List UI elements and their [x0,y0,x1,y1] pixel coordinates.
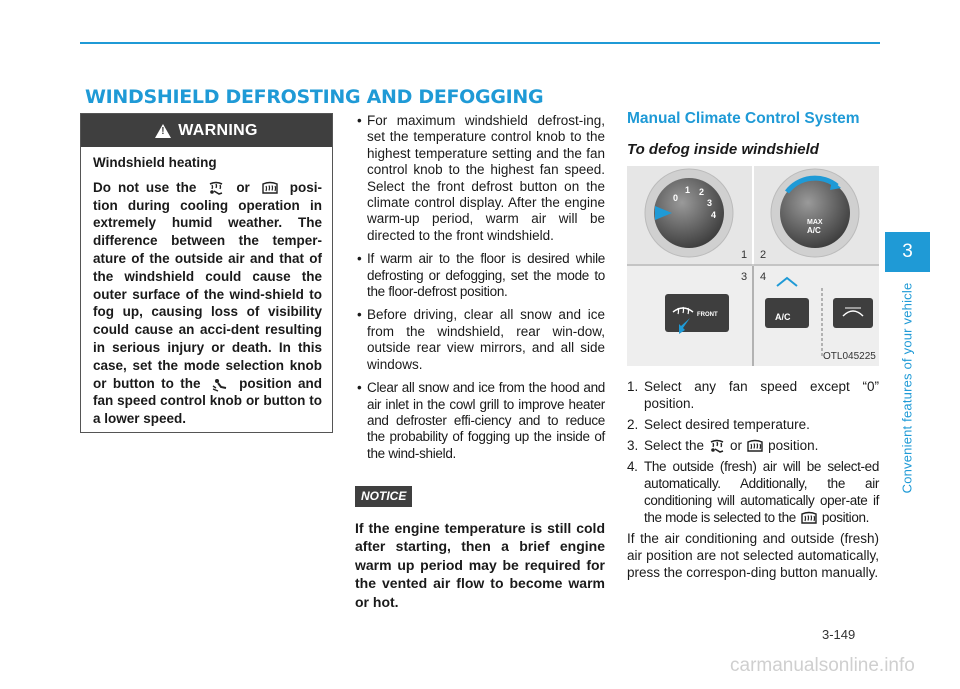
climate-control-figure [627,166,879,366]
step-or-word: or [730,438,743,453]
warning-body [81,147,332,428]
fan-mark-1: 1 [685,185,691,195]
top-rule [80,42,880,44]
watermark: carmanualsonline.info [730,655,915,676]
warning-header [81,114,332,147]
list-item: • For maximum windshield defrost-ing, set the temperature control knob to the highest temperature setting and the fan control knob to the highest fan speed. Select the front defrost button on the climate control display. After the engine warm-up period, warm air will be directed to the front windshield. [355,113,605,244]
floor-defrost-icon [206,181,226,196]
step-item [627,458,879,526]
step-text: Select desired temperature. [644,417,810,432]
section-title: WINDSHIELD DEFROSTING AND DEFOGGING [85,86,544,108]
warning-box [80,113,333,433]
fan-mark-3: 3 [707,198,713,208]
page-number: 3-149 [822,627,856,642]
step-text-pre: Select the [644,438,705,453]
procedure-title: To defog inside windshield [627,141,819,158]
fan-mark-0: 0 [673,193,679,203]
warning-or-word: or [236,179,250,195]
floor-mode-icon [210,377,230,392]
warning-text-part2: posi-tion during cooling operation in extremely humid weather. The difference between the temper-ature of the outside air and that of the windshield could cause the outer surface of the wind-shield to fog up, causing loss of visibility could cause an acci-dent resulting in serious injury or death. In this case, set the mode selection knob or button to the [93,179,322,391]
front-defrost-icon [745,439,765,454]
fan-mark-2: 2 [699,187,705,197]
warning-text-part3: position and fan speed control knob or button to a lower speed. [93,375,322,427]
warning-text [93,179,322,428]
list-item: • Before driving, clear all snow and ice from the windshield, rear win-dow, outside rear view mirrors, and all side windows. [355,307,605,373]
step-text-post: position. [821,510,870,525]
warning-triangle-icon [155,124,171,138]
callout-3: 3 [741,271,748,283]
step-number: 3. [627,438,639,453]
steps-list [627,378,879,526]
temp-knob-max-label: MAX [807,219,823,226]
step-item [627,437,879,454]
notice-text: If the engine temperature is still cold after starting, then a brief engine warm up period may be required for the vented air flow to become warm or hot. [355,519,605,610]
step-number: 1. [627,379,639,394]
callout-1: 1 [741,249,748,261]
chapter-title: Convenient features of your vehicle [899,282,915,494]
tail-text: If the air conditioning and outside (fresh) air position are not selected automatically, press the correspon-ding button manually. [627,531,879,580]
subsection-title: Manual Climate Control System [627,110,860,127]
front-defrost-icon [799,511,819,526]
front-defrost-icon [260,181,280,196]
bullet-list [355,113,605,462]
callout-4: 4 [760,271,767,283]
step-item [627,378,879,412]
list-item: • Clear all snow and ice from the hood and air inlet in the cowl grill to improve heater and defroster effi-ciency and to reduce the probability of fogging up the inside of the wind-shield. [355,380,605,462]
floor-defrost-icon [707,439,727,454]
notice-badge: NOTICE [355,486,412,506]
front-button-label: FRONT [697,312,718,318]
warning-text-part1: Do not use the [93,179,197,195]
figure-code: OTL045225 [823,351,876,362]
middle-column [355,113,605,611]
warning-label: WARNING [178,121,258,139]
step-number: 2. [627,417,639,432]
step-number: 4. [627,459,638,474]
step-item [627,416,879,433]
recirculation-button [833,298,873,328]
step-text-post: position. [768,438,819,453]
step-text: The outside (fresh) air will be select-ed automatically. Additionally, the air conditioning will automatically oper-ate if the mode is selected to the [644,459,879,525]
chapter-title-side [896,282,918,494]
right-column [627,110,879,581]
list-item: • If warm air to the floor is desired while defrosting or defogging, set the mode to the floor-defrost position. [355,251,605,300]
fan-mark-4: 4 [711,210,717,220]
chapter-number-tab: 3 [885,232,930,272]
step-text: Select any fan speed except “0” position. [644,379,879,411]
ac-button-label: A/C [775,312,791,322]
callout-2: 2 [760,249,767,261]
temp-knob-ac-label: A/C [807,226,821,235]
warning-subtitle: Windshield heating [93,155,217,170]
climate-control-illustration [627,166,879,366]
